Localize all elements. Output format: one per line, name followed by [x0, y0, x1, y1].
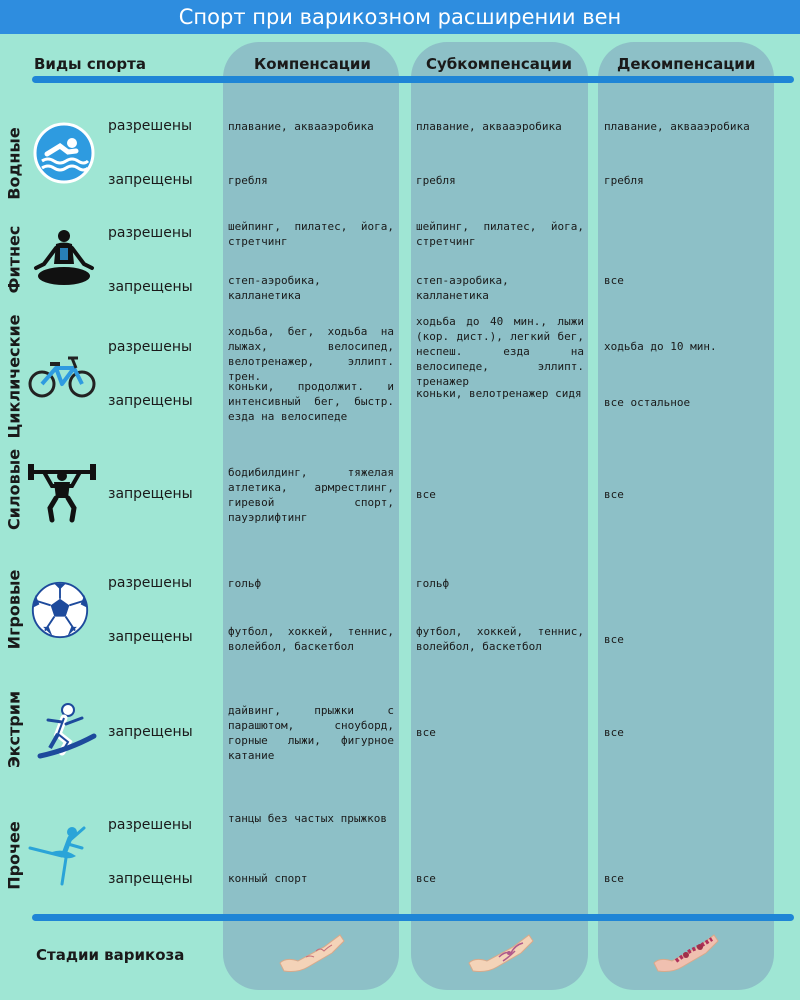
cell-games-allowed-compensation: гольф	[228, 577, 262, 590]
row-label-forbidden: запрещены	[108, 486, 193, 502]
footer-label: Стадии варикоза	[36, 946, 185, 964]
cell-water-allowed-subcompensation: плавание, аквааэробика	[416, 120, 562, 133]
group-label-games: Игровые	[4, 569, 24, 650]
cell-water-forbidden-decompensation: гребля	[604, 174, 644, 187]
cell-water-allowed-compensation: плавание, аквааэробика	[228, 120, 374, 133]
group-label-water: Водные	[4, 127, 24, 200]
cell-other-allowed-compensation: танцы без частых прыжков	[228, 812, 387, 825]
row-label-forbidden: запрещены	[108, 629, 193, 645]
group-label-fitness: Фитнес	[4, 225, 24, 294]
row-label-allowed: разрешены	[108, 339, 193, 355]
cell-cyclic-allowed-decompensation: ходьба до 10 мин.	[604, 340, 717, 353]
cell-fitness-allowed-compensation: шейпинг, пилатес, йога, стретчинг	[228, 220, 394, 248]
cell-strength-forbidden-compensation: бодибилдинг, тяжелая атлетика, армрестлинг, гиревой спорт, пауэрлифтинг	[228, 466, 394, 524]
cell-games-forbidden-decompensation: все	[604, 633, 624, 646]
cell-games-allowed-subcompensation: гольф	[416, 577, 450, 590]
row-label-allowed: разрешены	[108, 118, 193, 134]
cell-fitness-forbidden-compensation: степ-аэробика, калланетика	[228, 274, 321, 302]
header-divider	[32, 76, 794, 83]
group-label-other: Прочее	[4, 821, 24, 890]
swimming-icon	[32, 121, 96, 185]
row-label-forbidden: запрещены	[108, 279, 193, 295]
cell-extreme-forbidden-compensation: дайвинг, прыжки с парашютом, сноуборд, горные лыжи, фигурное катание	[228, 704, 394, 762]
cell-cyclic-forbidden-decompensation: все остальное	[604, 396, 691, 409]
sports-column-header: Виды спорта	[34, 55, 146, 73]
weightlifting-icon	[26, 460, 98, 524]
cell-extreme-forbidden-decompensation: все	[604, 726, 624, 739]
cell-games-forbidden-compensation: футбол, хоккей, теннис, волейбол, баскетбол	[228, 625, 394, 653]
page-title: Спорт при варикозном расширении вен	[0, 0, 800, 34]
cell-water-forbidden-compensation: гребля	[228, 174, 268, 187]
cell-cyclic-allowed-subcompensation: ходьба до 40 мин., лыжи (кор. дист.), легкий бег, неспеш. езда на велосипеде, эллипт. тренажер	[416, 315, 584, 388]
cell-extreme-forbidden-subcompensation: все	[416, 726, 436, 739]
row-label-forbidden: запрещены	[108, 724, 193, 740]
cell-games-forbidden-subcompensation: футбол, хоккей, теннис, волейбол, баскетбол	[416, 625, 584, 653]
stage-header-subcompensation: Субкомпенсации	[426, 55, 573, 73]
cell-water-forbidden-subcompensation: гребля	[416, 174, 456, 187]
leg-stage-subcompensation-icon	[465, 927, 535, 975]
cell-other-forbidden-subcompensation: все	[416, 872, 436, 885]
row-label-allowed: разрешены	[108, 575, 193, 591]
stage-header-compensation: Компенсации	[254, 55, 371, 73]
ballet-icon	[26, 822, 94, 886]
group-label-strength: Силовые	[4, 448, 24, 531]
snowboard-icon	[28, 700, 98, 764]
cell-water-allowed-decompensation: плавание, аквааэробика	[604, 120, 750, 133]
cell-cyclic-forbidden-compensation: коньки, продолжит. и интенсивный бег, быстр. езда на велосипеде	[228, 380, 394, 423]
cell-fitness-allowed-subcompensation: шейпинг, пилатес, йога, стретчинг	[416, 220, 584, 248]
row-label-forbidden: запрещены	[108, 393, 193, 409]
footer-divider	[32, 914, 794, 921]
cell-fitness-forbidden-subcompensation: степ-аэробика, калланетика	[416, 274, 509, 302]
row-label-forbidden: запрещены	[108, 172, 193, 188]
meditation-icon	[32, 226, 96, 290]
cell-strength-forbidden-decompensation: все	[604, 488, 624, 501]
cell-other-forbidden-compensation: конный спорт	[228, 872, 308, 885]
cell-cyclic-forbidden-subcompensation: коньки, велотренажер сидя	[416, 387, 582, 400]
cell-other-forbidden-decompensation: все	[604, 872, 624, 885]
row-label-forbidden: запрещены	[108, 871, 193, 887]
row-label-allowed: разрешены	[108, 817, 193, 833]
cell-cyclic-allowed-compensation: ходьба, бег, ходьба на лыжах, велосипед, велотренажер, эллипт. трен.	[228, 325, 394, 383]
soccer-ball-icon	[30, 580, 90, 640]
row-label-allowed: разрешены	[108, 225, 193, 241]
bicycle-icon	[26, 344, 98, 408]
leg-stage-decompensation-icon	[650, 927, 720, 975]
stage-header-decompensation: Декомпенсации	[617, 55, 756, 73]
group-label-cyclic: Циклические	[4, 314, 24, 439]
cell-fitness-forbidden-decompensation: все	[604, 274, 624, 287]
leg-stage-compensation-icon	[276, 927, 346, 975]
cell-strength-forbidden-subcompensation: все	[416, 488, 436, 501]
group-label-extreme: Экстрим	[4, 690, 24, 769]
